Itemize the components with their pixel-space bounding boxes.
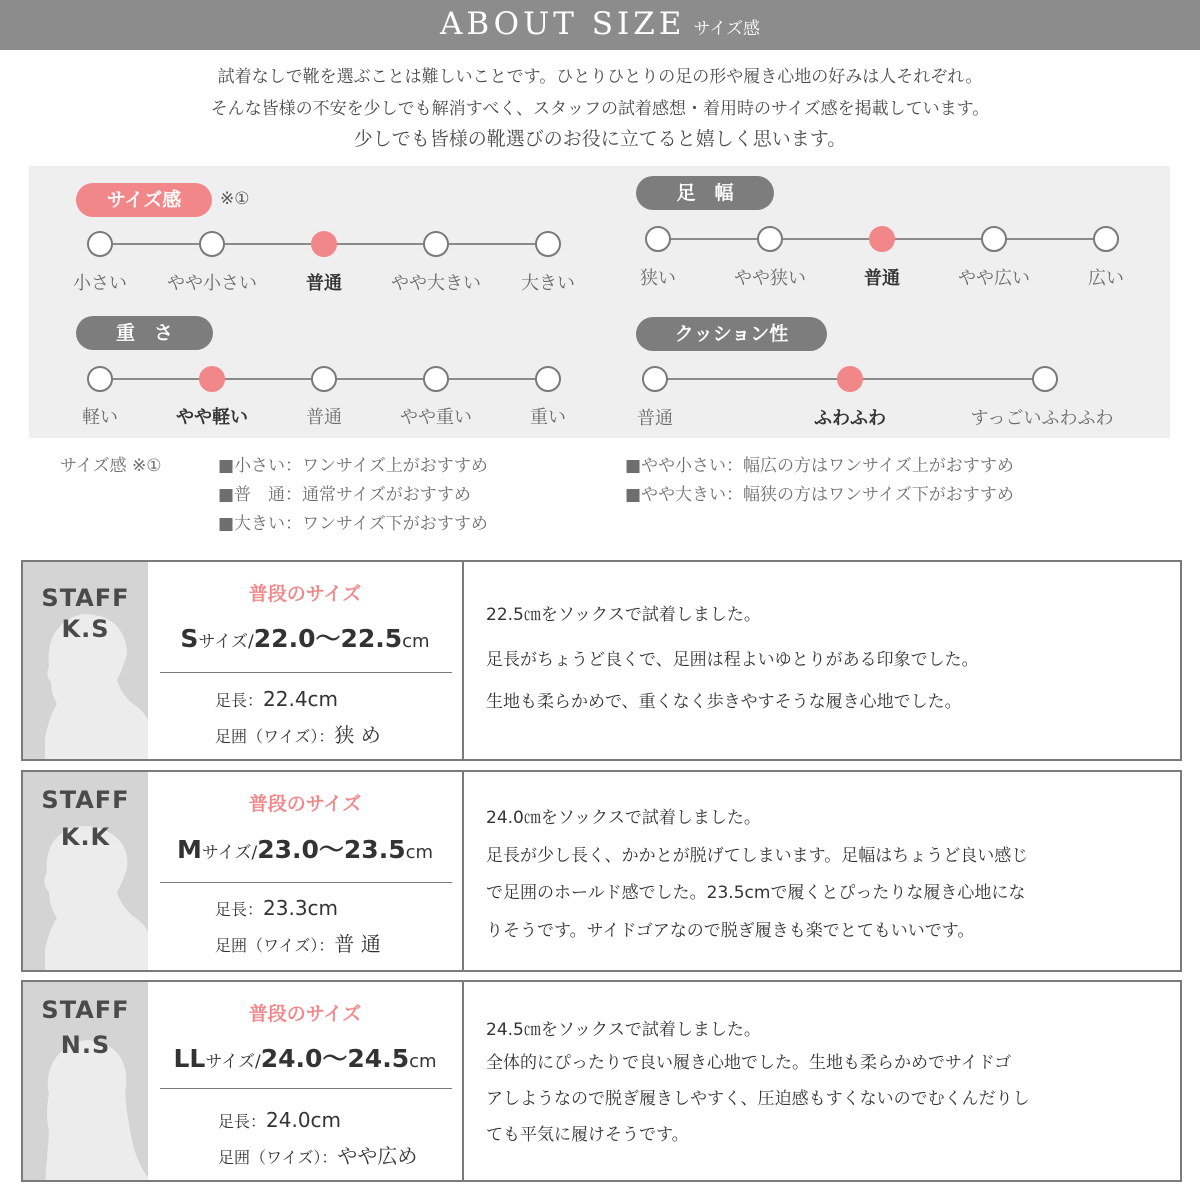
scale-weight-option: やや重い xyxy=(400,407,472,428)
legend-item: ■やや大きい：幅狭の方はワンサイズ下がおすすめ xyxy=(625,485,1014,505)
size-word: サイズ/ xyxy=(198,632,254,652)
page-title xyxy=(0,6,1200,42)
size-unit: cm xyxy=(405,842,434,863)
scale-size-feel-label: サイズ感 xyxy=(76,183,212,217)
size-unit: cm xyxy=(409,1051,437,1072)
scale-cushion-dot xyxy=(1032,366,1058,392)
comment-line: 24.0㎝をソックスで試着しました。 xyxy=(486,808,761,828)
foot-girth-label: 足囲（ワイズ）： xyxy=(215,936,335,955)
comment-line: 足長がちょうど良くで、足囲は程よいゆとりがある印象でした。 xyxy=(486,650,979,670)
divider xyxy=(160,672,452,673)
foot-length-label: 足長： xyxy=(215,691,264,710)
scale-size-feel-dot xyxy=(423,231,449,257)
scale-width-dot-selected xyxy=(869,226,895,252)
foot-length xyxy=(218,1108,341,1132)
scale-cushion-label: クッション性 xyxy=(636,317,827,351)
usual-size-value xyxy=(148,830,462,866)
foot-length-value: 24.0cm xyxy=(266,1108,342,1132)
staff-comment xyxy=(464,772,1180,970)
comment-line: で足囲のホールド感でした。23.5cmで履くとぴったりな履き心地にな xyxy=(486,883,1026,903)
staff-size-panel xyxy=(148,772,462,970)
staff-avatar-panel xyxy=(23,772,148,970)
foot-length-label: 足長： xyxy=(218,1112,267,1131)
foot-girth-value: 普 通 xyxy=(334,932,381,956)
usual-size-label: 普段のサイズ xyxy=(248,793,362,815)
size-range: 22.0〜22.5 xyxy=(253,624,403,653)
scale-weight-dot-selected xyxy=(199,366,225,392)
comment-line: りそうです。サイドゴアなので脱ぎ履きも楽でとてもいいです。 xyxy=(486,921,975,941)
scale-width-option: やや広い xyxy=(958,268,1030,289)
scale-width-option: 狭い xyxy=(640,268,676,289)
comment-line: ても平気に履けそうです。 xyxy=(486,1125,689,1145)
foot-length xyxy=(215,896,338,920)
legend-item: ■小さい：ワンサイズ上がおすすめ xyxy=(218,456,488,476)
size-letter: M xyxy=(176,835,202,864)
scale-size-feel-option-selected: 普通 xyxy=(306,273,342,294)
size-letter: LL xyxy=(173,1044,206,1073)
comment-line: 足長が少し長く、かかとが脱げてしまいます。足幅はちょうど良い感じ xyxy=(486,846,1029,866)
scale-size-feel-note: ※① xyxy=(220,189,250,209)
scale-width-option-selected: 普通 xyxy=(864,268,900,289)
foot-girth-value: 狭 め xyxy=(334,723,381,747)
comment-line: 生地も柔らかめで、重くなく歩きやすそうな履き心地でした。 xyxy=(486,692,962,712)
scale-cushion-dot xyxy=(642,366,668,392)
scale-weight-label: 重 さ xyxy=(76,316,213,350)
scale-size-feel-option: 大きい xyxy=(521,273,575,294)
staff-size-panel xyxy=(148,982,462,1180)
foot-girth xyxy=(215,928,381,957)
staff-name-line1: STAFF xyxy=(41,786,130,814)
scale-cushion-option: すっごいふわふわ xyxy=(970,408,1114,429)
scale-width-dot xyxy=(757,226,783,252)
size-scales-panel xyxy=(29,166,1170,438)
comment-line: 全体的にぴったりで良い履き心地でした。生地も柔らかめでサイドゴ xyxy=(486,1053,1012,1073)
legend-item: ■普 通：通常サイズがおすすめ xyxy=(218,485,471,505)
scale-weight-dot xyxy=(423,366,449,392)
staff-name-line2: N.S xyxy=(60,1031,111,1059)
scale-weight-option: 重い xyxy=(530,407,566,428)
scale-size-feel-option: やや小さい xyxy=(167,273,257,294)
title-en: ABOUT SIZE xyxy=(439,6,686,42)
staff-size-panel xyxy=(148,562,462,759)
scale-size-feel-dot xyxy=(199,231,225,257)
scale-width-dot xyxy=(645,226,671,252)
comment-line: アしようなので脱ぎ履きしやすく、圧迫感もすくないのでむくんだりし xyxy=(486,1089,1030,1109)
legend-item: ■大きい：ワンサイズ下がおすすめ xyxy=(218,514,488,534)
scale-size-feel-dot-selected xyxy=(311,231,337,257)
usual-size-label: 普段のサイズ xyxy=(248,583,362,605)
staff-comment xyxy=(464,562,1180,759)
usual-size-label: 普段のサイズ xyxy=(248,1003,362,1025)
header-banner xyxy=(0,0,1200,50)
usual-size-value xyxy=(148,619,462,655)
staff-name-line1: STAFF xyxy=(41,584,130,612)
foot-girth-value: やや広め xyxy=(337,1144,418,1168)
scale-width-dot xyxy=(981,226,1007,252)
scale-weight-option: 軽い xyxy=(82,407,118,428)
scale-weight-option-selected: やや軽い xyxy=(176,407,248,428)
scale-weight-option: 普通 xyxy=(306,407,342,428)
staff-avatar-panel xyxy=(23,562,148,759)
staff-name-line2: K.S xyxy=(61,615,110,643)
scale-weight-dot xyxy=(535,366,561,392)
size-word: サイズ/ xyxy=(201,843,258,863)
scale-size-feel-dot xyxy=(87,231,113,257)
size-unit: cm xyxy=(402,631,430,652)
scale-width-dot xyxy=(1093,226,1119,252)
foot-girth-label: 足囲（ワイズ）： xyxy=(218,1148,338,1167)
size-letter: S xyxy=(180,624,199,653)
scale-cushion-option-selected: ふわふわ xyxy=(814,408,886,429)
legend-title: サイズ感 ※① xyxy=(60,456,162,476)
staff-card xyxy=(21,980,1182,1182)
staff-name-line1: STAFF xyxy=(41,996,130,1024)
intro-line-1: 試着なしで靴を選ぶことは難しいことです。ひとりひとりの足の形や履き心地の好みは人それぞれ。 xyxy=(217,67,983,87)
foot-girth xyxy=(218,1140,417,1169)
legend-item: ■やや小さい：幅広の方はワンサイズ上がおすすめ xyxy=(625,456,1014,476)
staff-avatar-panel xyxy=(23,982,148,1180)
size-range: 23.0〜23.5 xyxy=(257,835,406,864)
scale-size-feel-dot xyxy=(535,231,561,257)
divider xyxy=(160,1088,452,1089)
intro-line-3: 少しでも皆様の靴選びのお役に立てると嬉しく思います。 xyxy=(353,128,847,150)
foot-girth xyxy=(215,719,381,748)
foot-length-value: 22.4cm xyxy=(263,687,339,711)
intro-line-2: そんな皆様の不安を少しでも解消すべく、スタッフの試着感想・着用時のサイズ感を掲載しています。 xyxy=(210,99,990,119)
scale-size-feel-option: やや大きい xyxy=(391,273,481,294)
staff-comment xyxy=(464,982,1180,1180)
scale-cushion-option: 普通 xyxy=(637,408,673,429)
comment-line: 24.5㎝をソックスで試着しました。 xyxy=(486,1020,761,1040)
foot-length-value: 23.3cm xyxy=(263,896,339,920)
title-ja: サイズ感 xyxy=(693,19,761,39)
foot-girth-label: 足囲（ワイズ）： xyxy=(215,727,335,746)
size-range: 24.0〜24.5 xyxy=(260,1044,410,1073)
foot-length-label: 足長： xyxy=(215,900,264,919)
scale-weight-dot xyxy=(87,366,113,392)
scale-weight-dot xyxy=(311,366,337,392)
staff-name-line2: K.K xyxy=(60,823,111,851)
size-word: サイズ/ xyxy=(205,1052,261,1072)
usual-size-value xyxy=(148,1039,462,1075)
scale-width-option: 広い xyxy=(1088,268,1124,289)
scale-width-option: やや狭い xyxy=(734,268,806,289)
scale-width-label: 足 幅 xyxy=(636,176,774,210)
staff-card xyxy=(21,560,1182,761)
scale-size-feel-option: 小さい xyxy=(73,273,127,294)
staff-card xyxy=(21,770,1182,972)
foot-length xyxy=(215,687,338,711)
scale-cushion-dot-selected xyxy=(837,366,863,392)
comment-line: 22.5㎝をソックスで試着しました。 xyxy=(486,605,761,625)
divider xyxy=(160,882,452,883)
